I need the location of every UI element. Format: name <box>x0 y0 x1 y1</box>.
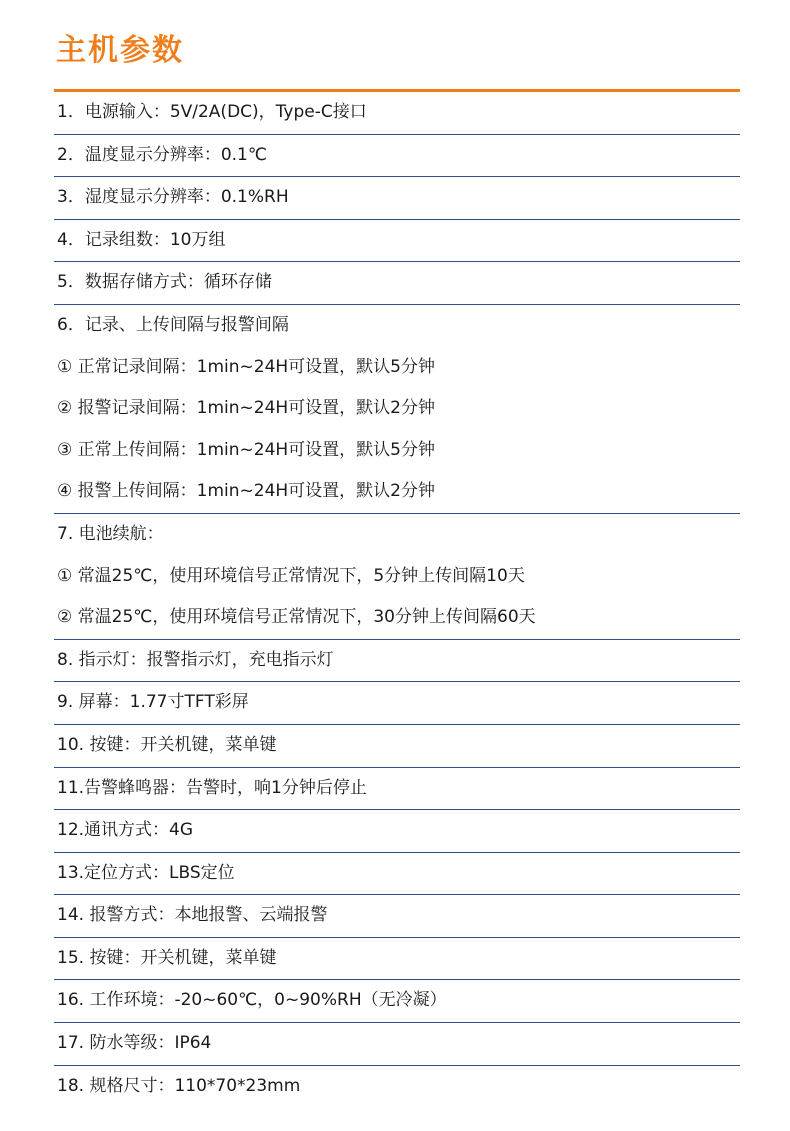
spec-item <box>54 514 740 640</box>
spec-item <box>54 1023 740 1066</box>
spec-item-heading: 18. 规格尺寸：110*70*23mm <box>57 1075 301 1096</box>
spec-item-heading: 4．记录组数：10万组 <box>57 229 226 250</box>
spec-item-heading: 6．记录、上传间隔与报警间隔 <box>57 314 289 335</box>
spec-item-subline: ① 正常记录间隔：1min~24H可设置，默认5分钟 <box>57 356 435 377</box>
spec-item-heading: 8. 指示灯：报警指示灯，充电指示灯 <box>57 649 334 670</box>
spec-item-heading: 11.告警蜂鸣器：告警时，响1分钟后停止 <box>57 777 367 798</box>
spec-item-subline: ② 报警记录间隔：1min~24H可设置，默认2分钟 <box>57 398 435 419</box>
spec-item <box>54 262 740 305</box>
spec-item-heading: 12.通讯方式：4G <box>57 820 194 841</box>
spec-item-heading: 15. 按键：开关机键，菜单键 <box>57 947 277 968</box>
spec-item-heading: 13.定位方式：LBS定位 <box>57 862 235 883</box>
spec-item <box>54 980 740 1023</box>
spec-item-heading: 3．湿度显示分辨率：0.1%RH <box>57 187 289 208</box>
spec-item <box>54 1066 740 1108</box>
spec-item <box>54 305 740 514</box>
spec-item-heading: 2．温度显示分辨率：0.1℃ <box>57 144 267 165</box>
spec-item <box>54 177 740 220</box>
spec-item-subline: ④ 报警上传间隔：1min~24H可设置，默认2分钟 <box>57 481 435 502</box>
spec-item <box>54 640 740 683</box>
spec-item-heading: 7. 电池续航： <box>57 523 164 544</box>
spec-item <box>54 220 740 263</box>
spec-item-heading: 1．电源输入：5V/2A(DC)，Type-C接口 <box>57 102 367 122</box>
spec-item <box>54 135 740 178</box>
spec-item <box>54 853 740 896</box>
spec-item-heading: 17. 防水等级：IP64 <box>57 1033 212 1054</box>
spec-item-heading: 5．数据存储方式：循环存储 <box>57 272 272 293</box>
spec-item-subline: ③ 正常上传间隔：1min~24H可设置，默认5分钟 <box>57 439 435 460</box>
spec-item <box>54 92 740 135</box>
spec-item <box>54 768 740 811</box>
spec-item <box>54 682 740 725</box>
spec-item <box>54 895 740 938</box>
spec-item-heading: 14. 报警方式：本地报警、云端报警 <box>57 905 328 926</box>
page-title: 主机参数 <box>56 33 184 68</box>
spec-item-heading: 16. 工作环境：-20~60℃，0~90%RH（无冷凝） <box>57 990 447 1011</box>
spec-item-subline: ① 常温25℃，使用环境信号正常情况下，5分钟上传间隔10天 <box>57 565 525 586</box>
spec-item <box>54 938 740 981</box>
spec-item <box>54 810 740 853</box>
spec-item-heading: 10. 按键：开关机键，菜单键 <box>57 734 277 755</box>
spec-item <box>54 725 740 768</box>
spec-item-subline: ② 常温25℃，使用环境信号正常情况下，30分钟上传间隔60天 <box>57 607 536 628</box>
spec-list <box>54 92 740 1107</box>
spec-item-heading: 9. 屏幕：1.77寸TFT彩屏 <box>57 692 249 713</box>
